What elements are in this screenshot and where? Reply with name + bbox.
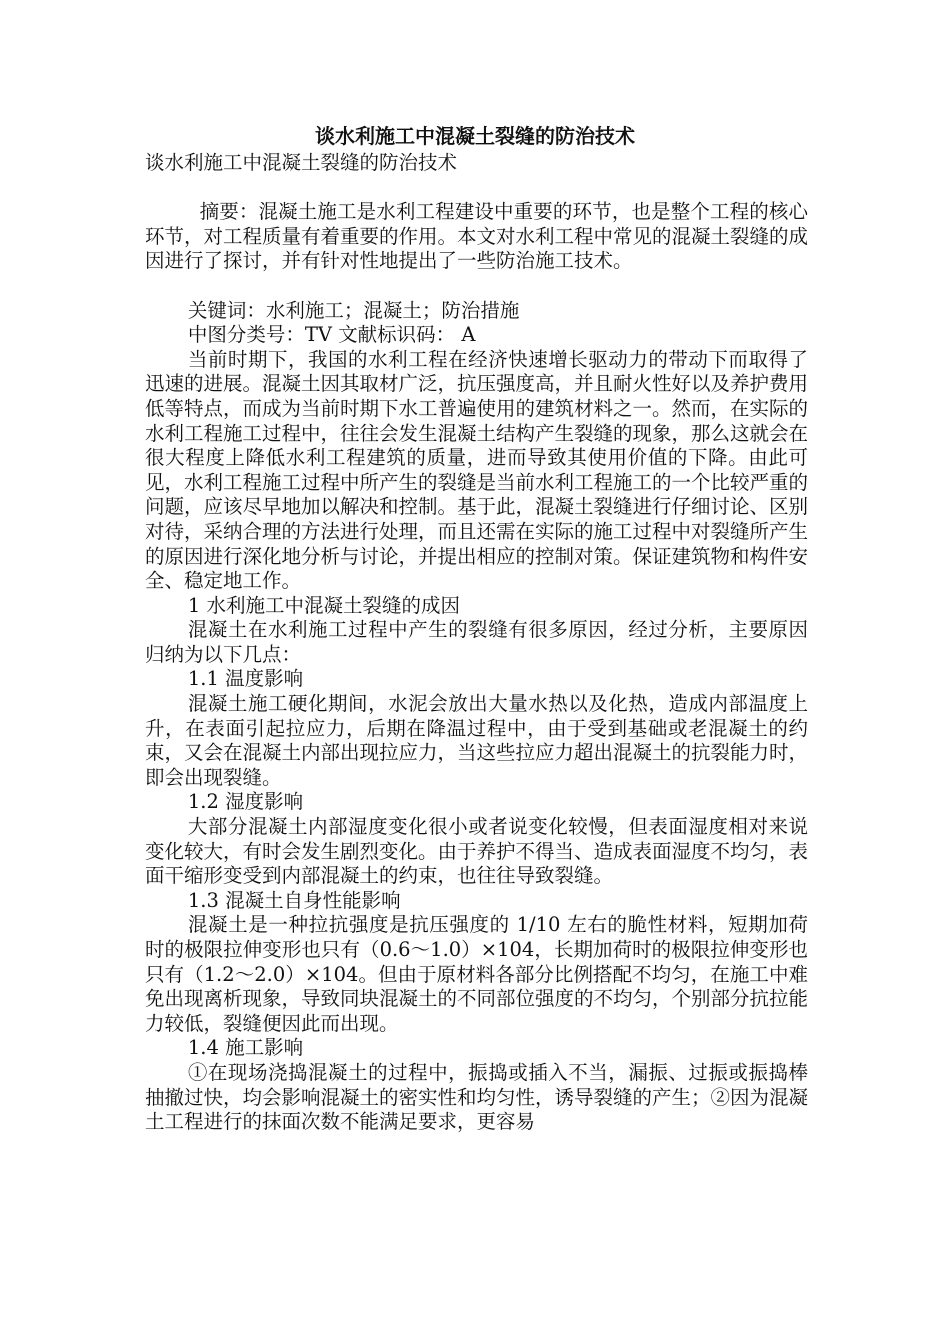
subsection-paragraph: 混凝土施工硬化期间，水泥会放出大量水热以及化热，造成内部温度上升，在表面引起拉应力，后期在降温过程中，由于受到基础或老混凝土的约束，又会在混凝土内部出现拉应力，当这些拉应力超出混凝土的抗裂能力时，即会出现裂缝。: [145, 692, 809, 789]
subsection-paragraph: ①在现场浇捣混凝土的过程中，振捣或插入不当，漏振、过振或振捣棒抽撤过快，均会影响混凝土的密实性和均匀性，诱导裂缝的产生；②因为混凝土工程进行的抹面次数不能满足要求，更容易: [145, 1060, 809, 1134]
subsection-heading: 1.3 混凝土自身性能影响: [187, 888, 401, 912]
document-subtitle: 谈水利施工中混凝土裂缝的防治技术: [145, 151, 458, 174]
document-body: [145, 151, 808, 1135]
document-title: 谈水利施工中混凝土裂缝的防治技术: [315, 124, 635, 148]
section-paragraph: 混凝土在水利施工过程中产生的裂缝有很多原因，经过分析，主要原因归纳为以下几点：: [145, 618, 808, 666]
blank-line: [145, 274, 808, 299]
blank-line: [145, 176, 808, 201]
classification-line: 中图分类号：TV 文献标识码： A: [187, 323, 476, 347]
abstract-paragraph: 摘要：混凝土施工是水利工程建设中重要的环节，也是整个工程的核心环节，对工程质量有着重要的作用。本文对水利工程中常见的混凝土裂缝的成因进行了探讨，并有针对性地提出了一些防治施工技术。: [145, 200, 809, 273]
subsection-paragraph: 混凝土是一种拉抗强度是抗压强度的 1/10 左右的脆性材料，短期加荷时的极限拉伸变形也只有（0.6～1.0）×104，长期加荷时的极限拉伸变形也只有（1.2～2.0）×104。但由于原材料各部分比例搭配不均匀，在施工中难免出现离析现象，导致同块混凝土的不同部位强度的不均匀，个别部分抗拉能力较低，裂缝便因此而出现。: [145, 913, 809, 1035]
subsection-heading: 1.1 温度影响: [187, 667, 304, 691]
intro-paragraph: 当前时期下，我国的水利工程在经济快速增长驱动力的带动下而取得了迅速的进展。混凝土因其取材广泛，抗压强度高，并且耐火性好以及养护费用低等特点，而成为当前时期下水工普遍使用的建筑材料之一。然而，在实际的水利工程施工过程中，往往会发生混凝土结构产生裂缝的现象，那么这就会在很大程度上降低水利工程建筑的质量，进而导致其使用价值的下降。由此可见，水利工程施工过程中所产生的裂缝是当前水利工程施工的一个比较严重的问题，应该尽早地加以解决和控制。基于此，混凝土裂缝进行仔细讨论、区别对待，采纳合理的方法进行处理，而且还需在实际的施工过程中对裂缝所产生的原因进行深化地分析与讨论，并提出相应的控制对策。保证建筑物和构件安全、稳定地工作。: [145, 347, 809, 593]
subsection-paragraph: 大部分混凝土内部湿度变化很小或者说变化较慢，但表面湿度相对来说变化较大，有时会发生剧烈变化。由于养护不得当、造成表面湿度不均匀，表面干缩形变受到内部混凝土的约束，也往往导致裂缝。: [145, 815, 809, 888]
section-heading: 1 水利施工中混凝土裂缝的成因: [187, 593, 460, 617]
keywords-line: 关键词：水利施工；混凝土；防治措施: [187, 298, 520, 322]
subsection-heading: 1.4 施工影响: [187, 1036, 304, 1060]
subsection-heading: 1.2 湿度影响: [187, 790, 304, 814]
